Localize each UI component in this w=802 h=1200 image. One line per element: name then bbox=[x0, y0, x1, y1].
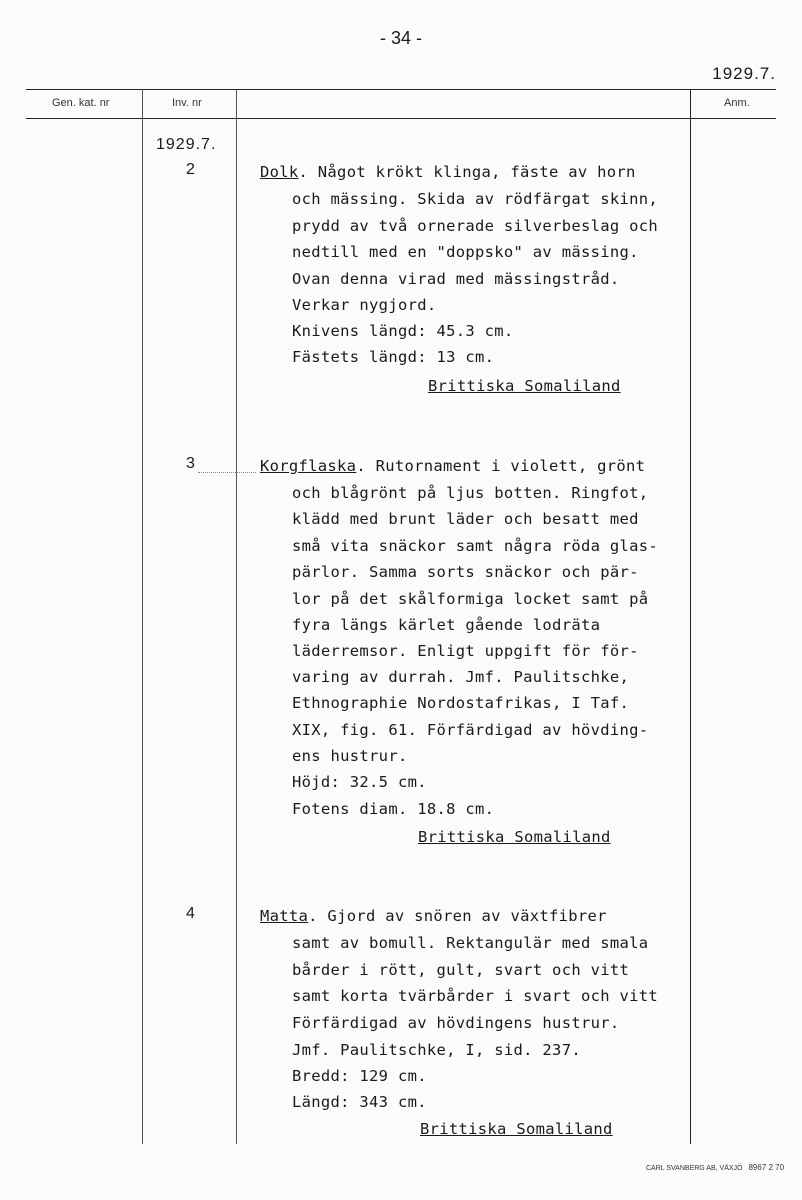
printer-imprint bbox=[646, 1163, 784, 1172]
entry-line: lor på det skålformiga locket samt på bbox=[292, 590, 649, 608]
entry-text: . Något krökt klinga, fäste av horn bbox=[298, 163, 636, 181]
entry-line: Verkar nygjord. bbox=[292, 296, 437, 314]
entry-title: Dolk bbox=[260, 163, 299, 181]
entry-title: Korgflaska bbox=[260, 457, 357, 475]
entry-text: . Rutornament i violett, grönt bbox=[356, 457, 646, 475]
header-year: 1929.7. bbox=[712, 64, 776, 83]
entry-line: Ovan denna virad med mässingstråd. bbox=[292, 270, 620, 288]
entry-line: läderremsor. Enligt uppgift för för- bbox=[292, 642, 639, 660]
inventory-number: 4 bbox=[186, 905, 195, 922]
entry-region: Brittiska Somaliland bbox=[420, 1120, 613, 1138]
column-header-anm: Anm. bbox=[724, 97, 750, 109]
entry-line: varing av durrah. Jmf. Paulitschke, bbox=[292, 668, 630, 686]
top-rule bbox=[26, 89, 776, 90]
entry-region: Brittiska Somaliland bbox=[418, 828, 611, 846]
col-divider-gen bbox=[142, 89, 143, 1144]
entry-line: Längd: 343 cm. bbox=[292, 1093, 427, 1111]
inventory-number: 3 bbox=[186, 455, 195, 472]
entry-line: Ethnographie Nordostafrikas, I Taf. bbox=[292, 694, 630, 712]
entry-line: Förfärdigad av hövdingens hustrur. bbox=[292, 1014, 620, 1032]
entry-line: pärlor. Samma sorts snäckor och pär- bbox=[292, 563, 639, 581]
column-header-gen-kat-nr: Gen. kat. nr bbox=[52, 97, 110, 109]
inventory-number: 2 bbox=[186, 161, 195, 178]
entry-line: Bredd: 129 cm. bbox=[292, 1067, 427, 1085]
entry-line: fyra längs kärlet gående lodräta bbox=[292, 616, 601, 634]
entry-line: samt korta tvärbårder i svart och vitt bbox=[292, 987, 659, 1005]
entry-line: och blågrönt på ljus botten. Ringfot, bbox=[292, 484, 649, 502]
entry-line: Jmf. Paulitschke, I, sid. 237. bbox=[292, 1041, 581, 1059]
entry-line: Fotens diam. 18.8 cm. bbox=[292, 800, 495, 818]
entry-line: prydd av två ornerade silverbeslag och bbox=[292, 217, 659, 235]
entry-line: XIX, fig. 61. Förfärdigad av hövding- bbox=[292, 721, 649, 739]
entry-line: bårder i rött, gult, svart och vitt bbox=[292, 961, 630, 979]
inventory-year: 1929.7. bbox=[156, 136, 217, 153]
col-divider-anm bbox=[690, 89, 691, 1144]
entry-line: klädd med brunt läder och besatt med bbox=[292, 510, 639, 528]
entry-line: små vita snäckor samt några röda glas- bbox=[292, 537, 659, 555]
printer-name: CARL SVANBERG AB, VÄXJÖ bbox=[646, 1165, 743, 1172]
form-code: 8967 2 70 bbox=[748, 1163, 785, 1172]
entry-line: samt av bomull. Rektangulär med smala bbox=[292, 934, 649, 952]
page-number: - 34 - bbox=[379, 28, 422, 48]
entry-line: Höjd: 32.5 cm. bbox=[292, 773, 427, 791]
column-header-inv-nr: Inv. nr bbox=[172, 97, 202, 109]
entry-text: . Gjord av snören av växtfibrer bbox=[308, 907, 607, 925]
entry-region: Brittiska Somaliland bbox=[428, 377, 621, 395]
entry-first-line bbox=[260, 907, 607, 925]
entry-line: ens hustrur. bbox=[292, 747, 408, 765]
leader-dots bbox=[198, 472, 256, 473]
entry-line: Fästets längd: 13 cm. bbox=[292, 348, 495, 366]
entry-first-line bbox=[260, 457, 645, 475]
entry-first-line bbox=[260, 163, 636, 181]
col-divider-inv bbox=[236, 89, 237, 1144]
entry-line: och mässing. Skida av rödfärgat skinn, bbox=[292, 190, 659, 208]
entry-title: Matta bbox=[260, 907, 309, 925]
entry-line: nedtill med en "doppsko" av mässing. bbox=[292, 243, 639, 261]
header-rule bbox=[26, 118, 776, 119]
entry-line: Knivens längd: 45.3 cm. bbox=[292, 322, 514, 340]
